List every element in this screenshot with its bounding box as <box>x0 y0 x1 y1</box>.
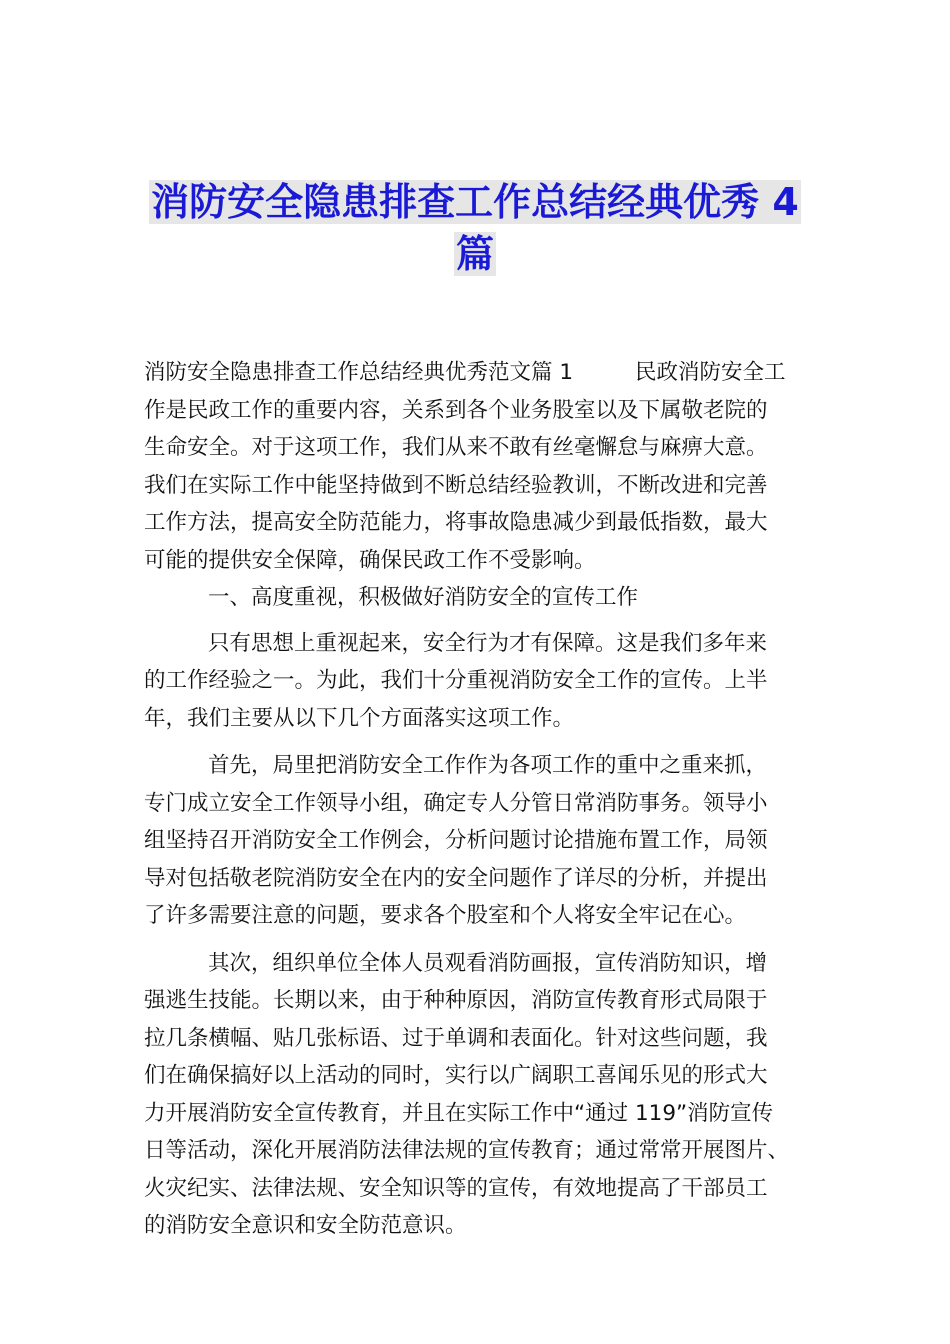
paragraph-3-line-1: 首先，局里把消防安全工作作为各项工作的重中之重来抓， <box>208 753 768 778</box>
paragraph-4-line-6: 日等活动，深化开展消防法律法规的宣传教育；通过常常开展图片、 <box>144 1138 790 1163</box>
paragraph-3-line-2: 专门成立安全工作领导小组，确定专人分管日常消防事务。领导小 <box>144 790 768 816</box>
document-title <box>100 176 850 280</box>
document-body <box>144 354 814 1245</box>
paragraph-3-line-5: 了许多需要注意的问题，要求各个股室和个人将安全牢记在心。 <box>144 903 747 928</box>
paragraph-1-line-4: 我们在实际工作中能坚持做到不断总结经验教训，不断改进和完善 <box>144 472 768 498</box>
title-line-1: 消防安全隐患排查工作总结经典优秀 4 <box>151 180 799 224</box>
paragraph-4-line-5: 力开展消防安全宣传教育，并且在实际工作中“通过 119”消防宣传 <box>144 1100 774 1126</box>
paragraph-1-line-6: 可能的提供安全保障，确保民政工作不受影响。 <box>144 547 596 573</box>
paragraph-2-line-2: 的工作经验之一。为此，我们十分重视消防安全工作的宣传。上半 <box>144 668 768 693</box>
paragraph-4-line-8: 的消防安全意识和安全防范意识。 <box>144 1213 467 1238</box>
section-heading-1: 一、高度重视，积极做好消防安全的宣传工作 <box>208 585 639 610</box>
paragraph-2-line-1: 只有思想上重视起来，安全行为才有保障。这是我们多年来 <box>208 630 768 656</box>
paragraph-4-line-1: 其次，组织单位全体人员观看消防画报，宣传消防知识，增 <box>208 950 768 976</box>
paragraph-1-start: 民政消防安全工 <box>635 360 786 385</box>
paragraph-1-line-1 <box>144 354 814 392</box>
paragraph-4-line-4: 们在确保搞好以上活动的同时，实行以广阔职工喜闻乐见的形式大 <box>144 1063 768 1088</box>
paragraph-1-line-5: 工作方法，提高安全防范能力，将事故隐患减少到最低指数，最大 <box>144 510 768 535</box>
paragraph-1-line-3: 生命安全。对于这项工作，我们从来不敢有丝毫懈怠与麻痹大意。 <box>144 435 768 460</box>
paragraph-4-line-2: 强逃生技能。长期以来，由于种种原因，消防宣传教育形式局限于 <box>144 988 768 1013</box>
title-line-2: 篇 <box>455 232 494 276</box>
paragraph-3-line-3: 组坚持召开消防安全工作例会，分析问题讨论措施布置工作，局领 <box>144 828 768 853</box>
paragraph-3-line-4: 导对包括敬老院消防安全在内的安全问题作了详尽的分析，并提出 <box>144 865 768 891</box>
paragraph-4-line-3: 拉几条横幅、贴几张标语、过于单调和表面化。针对这些问题，我 <box>144 1025 768 1051</box>
article-heading: 消防安全隐患排查工作总结经典优秀范文篇 1 <box>144 360 574 385</box>
paragraph-4-line-7: 火灾纪实、法律法规、安全知识等的宣传，有效地提高了干部员工 <box>144 1175 768 1201</box>
paragraph-2-line-3: 年，我们主要从以下几个方面落实这项工作。 <box>144 705 575 731</box>
paragraph-1-line-2: 作是民政工作的重要内容，关系到各个业务股室以及下属敬老院的 <box>144 397 768 423</box>
